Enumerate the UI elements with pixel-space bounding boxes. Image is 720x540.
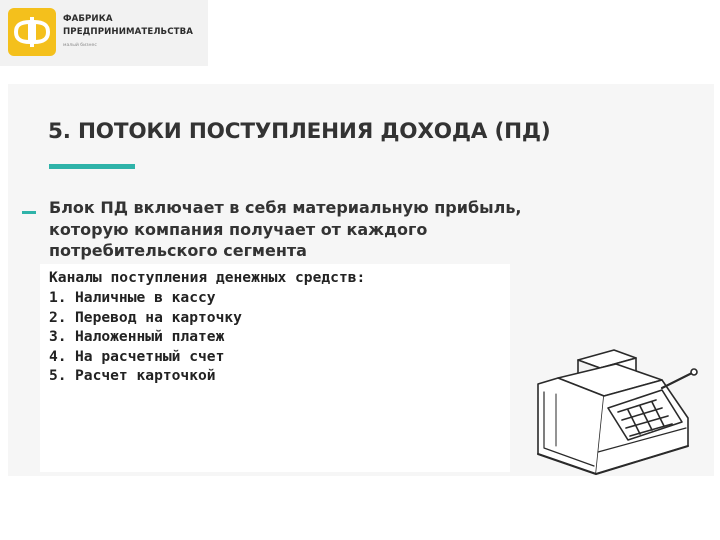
- list-item-number: 2.: [49, 308, 67, 326]
- list-item: [49, 366, 242, 386]
- brand-logo: [0, 0, 208, 66]
- list-item-number: 4.: [49, 347, 67, 365]
- slide-title: 5. ПОТОКИ ПОСТУПЛЕНИЯ ДОХОДА (ПД): [48, 119, 551, 144]
- bullet-line-1: Блок ПД включает в себя материальную прибыль,: [49, 198, 522, 217]
- list-item-number: 1.: [49, 289, 67, 306]
- bullet-line-2: которую компания получает от каждого: [49, 219, 428, 239]
- title-underline: [49, 164, 135, 169]
- list-item: [49, 327, 242, 347]
- logo-badge-icon: [8, 8, 56, 56]
- list-item-label: Перевод на карточку: [75, 308, 242, 326]
- bullet-line-3: потребительского сегмента: [49, 241, 307, 260]
- channels-list: [49, 288, 242, 386]
- logo-title: [63, 13, 193, 39]
- list-item: [49, 288, 242, 308]
- list-item: [49, 308, 242, 328]
- list-item-label: Наложенный платеж: [75, 328, 225, 346]
- list-item-label: Наличные в кассу: [75, 289, 216, 306]
- logo-title-line-1: ФАБРИКА: [63, 14, 113, 24]
- channels-heading: Каналы поступления денежных средств:: [49, 269, 366, 286]
- logo-title-line-2: ПРЕДПРИНИМАТЕЛЬСТВА: [63, 27, 193, 37]
- list-item-label: На расчетный счет: [75, 347, 225, 365]
- list-item-number: 3.: [49, 328, 67, 346]
- cash-register-icon: [516, 342, 702, 476]
- bullet-dash-icon: [22, 211, 36, 214]
- list-item: [49, 347, 242, 367]
- list-item-number: 5.: [49, 367, 67, 385]
- bullet-paragraph: [49, 197, 549, 262]
- list-item-label: Расчет карточкой: [75, 367, 216, 385]
- logo-subtitle: малый бизнес: [63, 43, 97, 48]
